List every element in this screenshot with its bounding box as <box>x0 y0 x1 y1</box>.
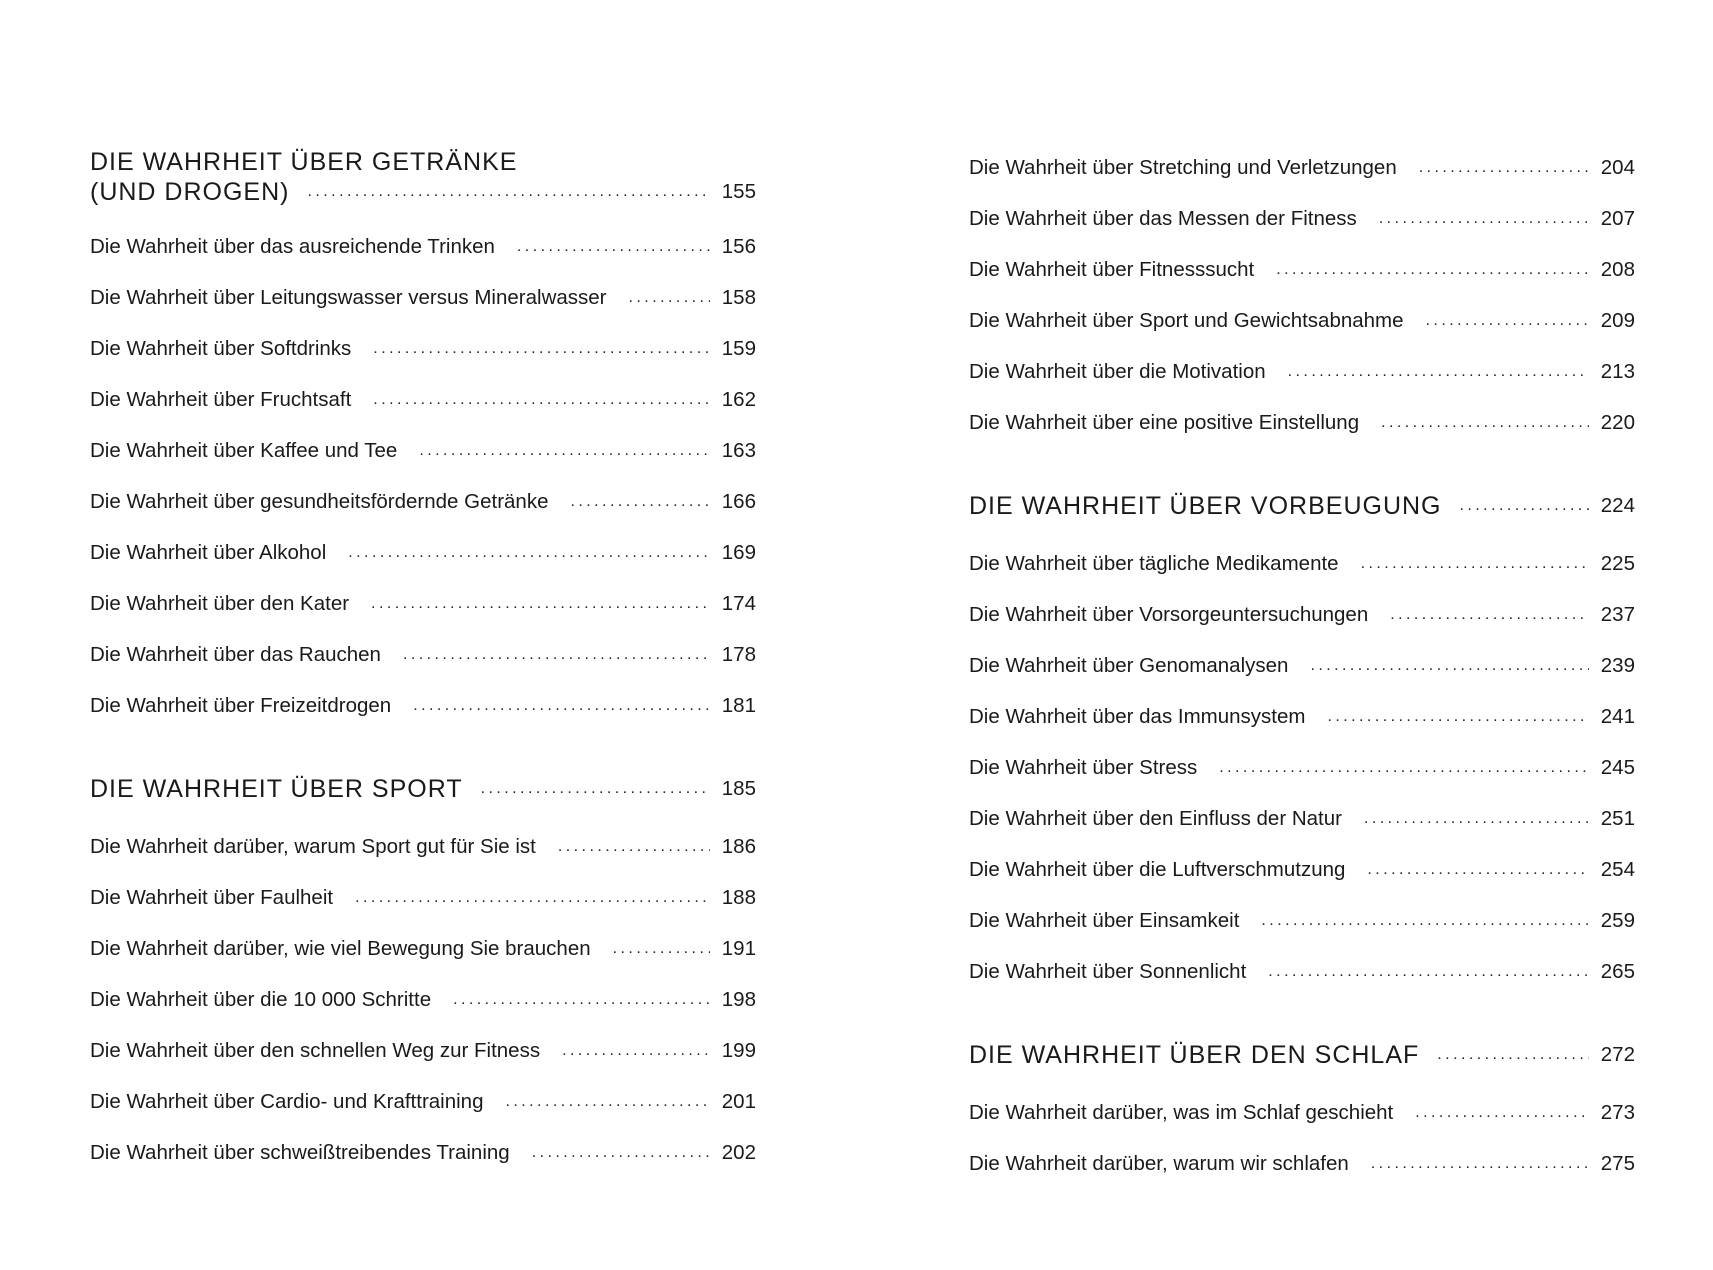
toc-entry[interactable] <box>969 951 1635 985</box>
entry-title: Die Wahrheit über Alkohol <box>90 541 327 564</box>
page-number: 185 <box>721 777 756 800</box>
dot-leader <box>570 489 710 515</box>
dot-leader <box>1364 806 1589 832</box>
entry-title: Die Wahrheit über Cardio- und Krafttraining <box>90 1090 484 1113</box>
dot-leader <box>1310 653 1589 679</box>
entry-title: Die Wahrheit darüber, was im Schlaf geschieht <box>969 1101 1394 1124</box>
entry-title: Die Wahrheit über die Luftverschmutzung <box>969 858 1346 881</box>
toc-entry[interactable] <box>969 900 1635 934</box>
entry-title: Die Wahrheit über die Motivation <box>969 360 1266 383</box>
toc-entry[interactable] <box>90 226 756 260</box>
toc-entry[interactable] <box>90 826 756 860</box>
entry-title: Die Wahrheit über Fitnesssucht <box>969 258 1255 281</box>
section-title: DIE WAHRHEIT ÜBER SPORT <box>90 775 463 803</box>
page-number: 174 <box>721 592 756 615</box>
page-number: 208 <box>1600 258 1635 281</box>
entry-title: Die Wahrheit über das Messen der Fitness <box>969 207 1357 230</box>
page-number: 239 <box>1600 654 1635 677</box>
section-title-line1: DIE WAHRHEIT ÜBER GETRÄNKE <box>90 148 518 176</box>
toc-entry[interactable] <box>90 430 756 464</box>
dot-leader <box>613 936 710 962</box>
dot-leader <box>1419 155 1589 181</box>
entry-title: Die Wahrheit über den Kater <box>90 592 350 615</box>
page-number: 265 <box>1600 960 1635 983</box>
toc-entry[interactable] <box>90 928 756 962</box>
section-title: DIE WAHRHEIT ÜBER DEN SCHLAF <box>969 1041 1420 1069</box>
entry-title: Die Wahrheit über das ausreichende Trinken <box>90 235 495 258</box>
page-number: 254 <box>1600 858 1635 881</box>
page-number: 155 <box>721 180 756 203</box>
toc-entry[interactable] <box>969 696 1635 730</box>
toc-entry[interactable] <box>90 1030 756 1064</box>
entry-title: Die Wahrheit über Fruchtsaft <box>90 388 352 411</box>
page-number: 204 <box>1600 156 1635 179</box>
entry-title: Die Wahrheit über Softdrinks <box>90 337 352 360</box>
page-number: 162 <box>721 388 756 411</box>
entry-title: Die Wahrheit über Freizeitdrogen <box>90 694 392 717</box>
toc-entry[interactable] <box>90 583 756 617</box>
entry-title: Die Wahrheit über schweißtreibendes Training <box>90 1141 510 1164</box>
toc-entry[interactable] <box>969 1143 1635 1177</box>
page-number: 202 <box>721 1141 756 1164</box>
page-number: 273 <box>1600 1101 1635 1124</box>
dot-leader <box>1460 493 1590 519</box>
toc-entry[interactable] <box>969 798 1635 832</box>
dot-leader <box>453 987 710 1013</box>
entry-title: Die Wahrheit über Kaffee und Tee <box>90 439 398 462</box>
page-number: 159 <box>721 337 756 360</box>
toc-entry[interactable] <box>969 1092 1635 1126</box>
page-number: 272 <box>1600 1043 1635 1066</box>
page-number: 275 <box>1600 1152 1635 1175</box>
page-number: 188 <box>721 886 756 909</box>
toc-entry[interactable] <box>90 634 756 668</box>
dot-leader <box>419 438 710 464</box>
dot-leader <box>348 540 710 566</box>
toc-entry[interactable] <box>969 249 1635 283</box>
right-page <box>969 0 1635 1270</box>
page-number: 156 <box>721 235 756 258</box>
page-number: 259 <box>1600 909 1635 932</box>
entry-title: Die Wahrheit über die 10 000 Schritte <box>90 988 432 1011</box>
page-number: 201 <box>721 1090 756 1113</box>
dot-leader <box>1381 410 1589 436</box>
page-number: 241 <box>1600 705 1635 728</box>
page-number: 181 <box>721 694 756 717</box>
page-number: 166 <box>721 490 756 513</box>
dot-leader <box>1361 551 1589 577</box>
toc-entry[interactable] <box>969 300 1635 334</box>
entry-title: Die Wahrheit darüber, warum wir schlafen <box>969 1152 1349 1175</box>
entry-title: Die Wahrheit über den Einfluss der Natur <box>969 807 1342 830</box>
entry-title: Die Wahrheit über Vorsorgeuntersuchungen <box>969 603 1369 626</box>
toc-entry[interactable] <box>90 877 756 911</box>
dot-leader <box>505 1089 710 1115</box>
page-number: 224 <box>1600 494 1635 517</box>
dot-leader <box>1371 1151 1589 1177</box>
entry-title: Die Wahrheit über eine positive Einstellung <box>969 411 1360 434</box>
dot-leader <box>403 642 710 668</box>
entry-title: Die Wahrheit über das Rauchen <box>90 643 381 666</box>
section-title-line2: (UND DROGEN) <box>90 178 290 206</box>
toc-entry[interactable] <box>969 594 1635 628</box>
page-number: 207 <box>1600 207 1635 230</box>
entry-title: Die Wahrheit über gesundheitsfördernde Getränke <box>90 490 549 513</box>
toc-entry[interactable] <box>90 532 756 566</box>
dot-leader <box>1261 908 1589 934</box>
dot-leader <box>1426 308 1589 334</box>
entry-title: Die Wahrheit über Faulheit <box>90 886 334 909</box>
dot-leader <box>373 387 710 413</box>
dot-leader <box>481 776 710 802</box>
page-number: 191 <box>721 937 756 960</box>
entry-title: Die Wahrheit darüber, warum Sport gut für Sie ist <box>90 835 536 858</box>
toc-entry[interactable] <box>969 402 1635 436</box>
dot-leader <box>517 234 710 260</box>
page-number: 251 <box>1600 807 1635 830</box>
page-number: 225 <box>1600 552 1635 575</box>
page-number: 163 <box>721 439 756 462</box>
page-number: 220 <box>1600 411 1635 434</box>
dot-leader <box>1276 257 1589 283</box>
page-number: 213 <box>1600 360 1635 383</box>
page-number: 158 <box>721 286 756 309</box>
dot-leader <box>629 285 710 311</box>
entry-title: Die Wahrheit darüber, wie viel Bewegung Sie brauchen <box>90 937 591 960</box>
section-heading-sport[interactable] <box>90 768 756 802</box>
section-heading-getraenke[interactable] <box>90 147 756 207</box>
left-page <box>90 0 756 1270</box>
dot-leader <box>1367 857 1589 883</box>
entry-title: Die Wahrheit über Sport und Gewichtsabnahme <box>969 309 1404 332</box>
toc-entry[interactable] <box>90 328 756 362</box>
dot-leader <box>1379 206 1589 232</box>
entry-title: Die Wahrheit über Stress <box>969 756 1198 779</box>
dot-leader <box>1327 704 1589 730</box>
toc-entry[interactable] <box>90 979 756 1013</box>
dot-leader <box>1288 359 1589 385</box>
toc-entry[interactable] <box>90 277 756 311</box>
page-number: 169 <box>721 541 756 564</box>
toc-entry[interactable] <box>969 645 1635 679</box>
toc-entry[interactable] <box>90 481 756 515</box>
dot-leader <box>1390 602 1589 628</box>
dot-leader <box>1219 755 1589 781</box>
entry-title: Die Wahrheit über tägliche Medikamente <box>969 552 1339 575</box>
dot-leader <box>371 591 710 617</box>
dot-leader <box>1268 959 1589 985</box>
toc-entry[interactable] <box>969 849 1635 883</box>
section-heading-schlaf[interactable] <box>969 1034 1635 1068</box>
page-number: 237 <box>1600 603 1635 626</box>
toc-entry[interactable] <box>969 198 1635 232</box>
toc-entry[interactable] <box>969 543 1635 577</box>
toc-entry[interactable] <box>90 1081 756 1115</box>
toc-entry[interactable] <box>969 147 1635 181</box>
page-number: 178 <box>721 643 756 666</box>
section-title: DIE WAHRHEIT ÜBER VORBEUGUNG <box>969 492 1442 520</box>
entry-title: Die Wahrheit über Sonnenlicht <box>969 960 1247 983</box>
page-number: 198 <box>721 988 756 1011</box>
dot-leader <box>558 834 710 860</box>
dot-leader <box>308 177 711 207</box>
toc-entry[interactable] <box>90 685 756 719</box>
dot-leader <box>562 1038 710 1064</box>
toc-entry[interactable] <box>969 351 1635 385</box>
page-number: 245 <box>1600 756 1635 779</box>
entry-title: Die Wahrheit über Einsamkeit <box>969 909 1240 932</box>
dot-leader <box>413 693 710 719</box>
dot-leader <box>373 336 710 362</box>
entry-title: Die Wahrheit über den schnellen Weg zur Fitness <box>90 1039 541 1062</box>
dot-leader <box>1415 1100 1589 1126</box>
section-heading-vorbeugung[interactable] <box>969 485 1635 519</box>
dot-leader <box>1437 1042 1589 1068</box>
entry-title: Die Wahrheit über Stretching und Verletzungen <box>969 156 1397 179</box>
toc-entry[interactable] <box>969 747 1635 781</box>
toc-entry[interactable] <box>90 379 756 413</box>
page-number: 186 <box>721 835 756 858</box>
entry-title: Die Wahrheit über Genomanalysen <box>969 654 1289 677</box>
dot-leader <box>532 1140 710 1166</box>
entry-title: Die Wahrheit über das Immunsystem <box>969 705 1306 728</box>
toc-entry[interactable] <box>90 1132 756 1166</box>
page-number: 209 <box>1600 309 1635 332</box>
dot-leader <box>355 885 710 911</box>
page-number: 199 <box>721 1039 756 1062</box>
entry-title: Die Wahrheit über Leitungswasser versus Mineralwasser <box>90 286 607 309</box>
